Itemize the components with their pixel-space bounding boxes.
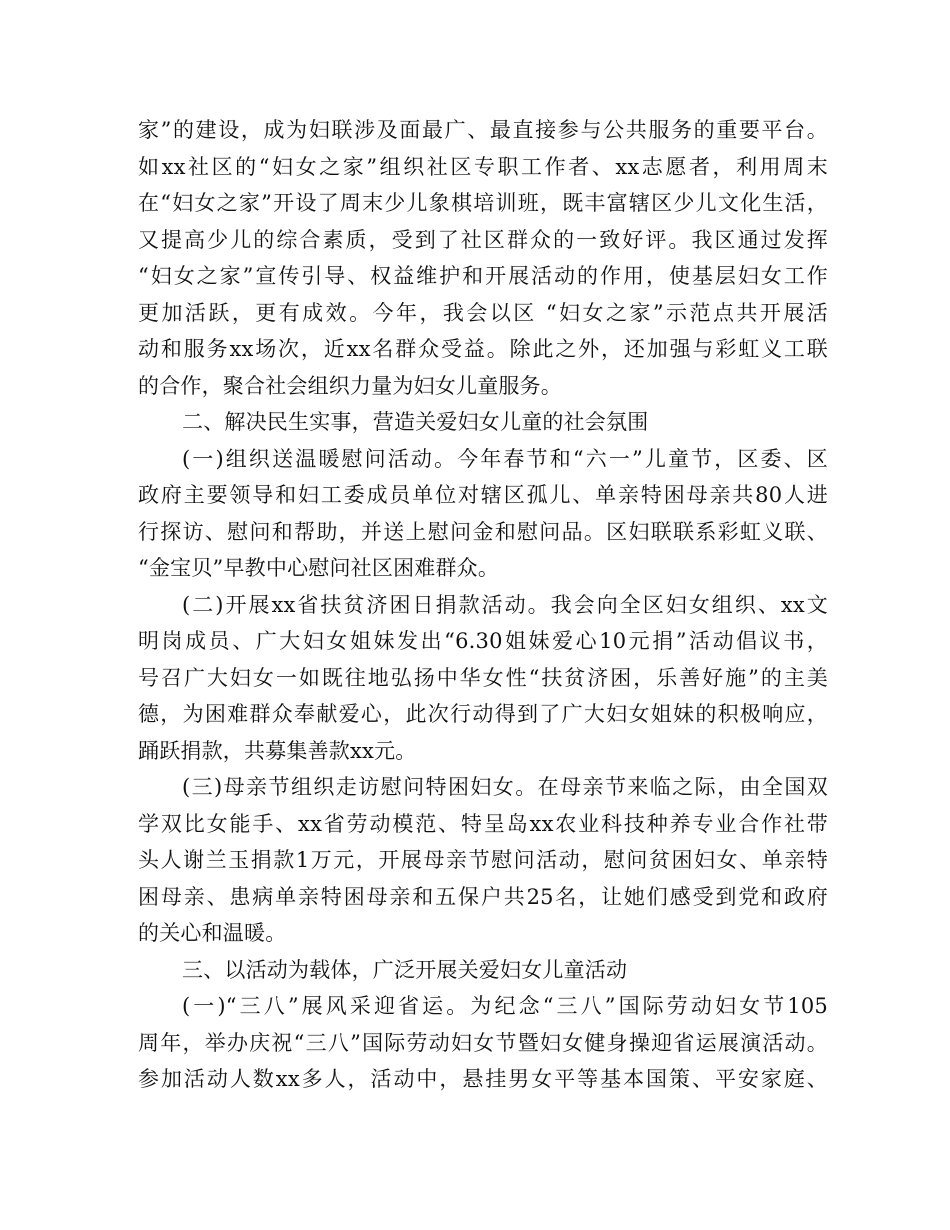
text-line: 更加活跃，更有成效。今年，我会以区 “妇女之家”示范点共开展活 [138, 300, 828, 325]
text-line: 德，为困难群众奉献爱心，此次行动得到了广大妇女姐妹的积极响应， [138, 702, 828, 726]
document-page [138, 112, 828, 1098]
text-line: 学双比女能手、xx省劳动模范、特呈岛xx农业科技种养专业合作社带 [138, 811, 828, 836]
paragraph-march-eighth [138, 988, 828, 1098]
text-line: 的关心和温暖。 [138, 921, 287, 945]
text-line: 动和服务xx场次，近xx名群众受益。除此之外，还加强与彩虹义工联 [138, 337, 828, 361]
text-line: (一)“三八”展风采迎省运。为纪念“三八”国际劳动妇女节105 [182, 994, 828, 1018]
text-line: 参加活动人数xx多人，活动中，悬挂男女平等基本国策、平安家庭、 [138, 1067, 828, 1091]
text-line: 在“妇女之家”开设了周末少儿象棋培训班，既丰富辖区少儿文化生活， [138, 191, 828, 215]
text-line: (三)母亲节组织走访慰问特困妇女。在母亲节来临之际，由全国双 [182, 775, 828, 799]
heading-line: 三、以活动为载体，广泛开展关爱妇女儿童活动 [182, 957, 628, 982]
text-line: “妇女之家”宣传引导、权益维护和开展活动的作用，使基层妇女工作 [138, 264, 828, 288]
text-line: 如xx社区的“妇女之家”组织社区专职工作者、xx志愿者，利用周末 [138, 154, 828, 179]
paragraph-donation-drive [138, 587, 828, 770]
text-line: 周年，举办庆祝“三八”国际劳动妇女节暨妇女健身操迎省运展演活动。 [138, 1030, 828, 1055]
text-line: 明岗成员、广大妇女姐妹发出“6.30姐妹爱心10元捐”活动倡议书， [138, 629, 828, 653]
section-heading-two [138, 404, 828, 441]
text-line: 的合作，聚合社会组织力量为妇女儿童服务。 [138, 373, 562, 398]
text-line: 踊跃捐款，共募集善款xx元。 [138, 738, 417, 763]
paragraph-mothers-day [138, 769, 828, 952]
paragraph-warmth-visits [138, 441, 828, 587]
text-line: 政府主要领导和妇工委成员单位对辖区孤儿、单亲特困母亲共80人进 [138, 483, 828, 507]
text-line: 头人谢兰玉捐款1万元，开展母亲节慰问活动，慰问贫困妇女、单亲特 [138, 848, 828, 872]
paragraph-women-home [138, 112, 828, 404]
text-line: 号召广大妇女一如既往地弘扬中华女性“扶贫济困，乐善好施”的主美 [138, 665, 828, 690]
section-heading-three [138, 952, 828, 989]
text-line: 困母亲、患病单亲特困母亲和五保户共25名，让她们感受到党和政府 [138, 884, 828, 909]
text-line: “金宝贝”早教中心慰问社区困难群众。 [138, 556, 500, 580]
text-line: 又提高少儿的综合素质，受到了社区群众的一致好评。我区通过发挥 [138, 227, 828, 252]
heading-line: 二、解决民生实事，营造关爱妇女儿童的社会氛围 [182, 410, 649, 434]
text-line: (一)组织送温暖慰问活动。今年春节和“六一”儿童节，区委、区 [182, 446, 828, 471]
text-line: 家”的建设，成为妇联涉及面最广、最直接参与公共服务的重要平台。 [138, 118, 828, 142]
text-line: 行探访、慰问和帮助，并送上慰问金和慰问品。区妇联联系彩虹义联、 [138, 519, 828, 544]
text-line: (二)开展xx省扶贫济困日捐款活动。我会向全区妇女组织、xx文 [182, 592, 828, 617]
